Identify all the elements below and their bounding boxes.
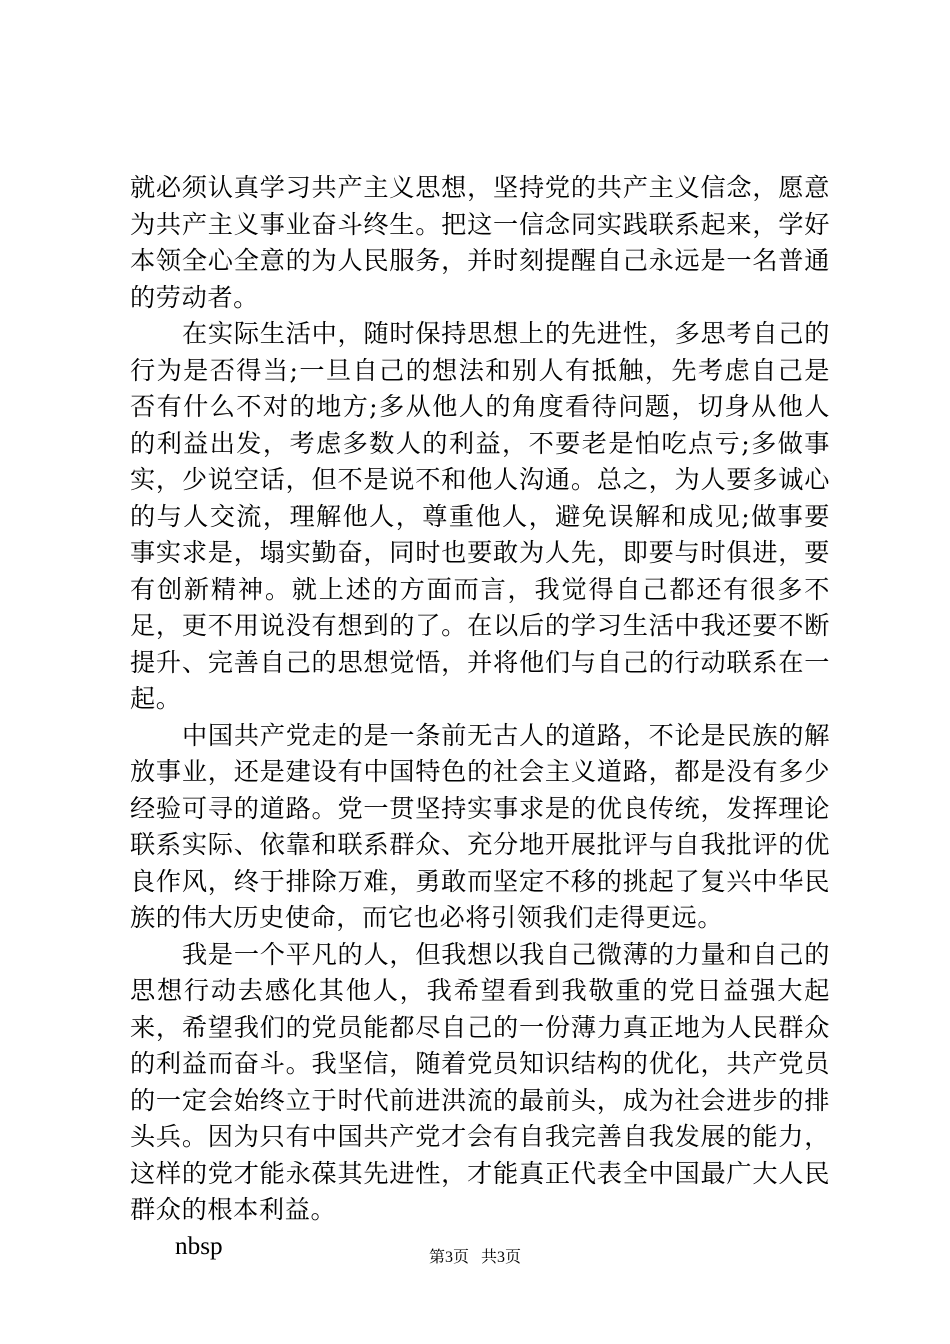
paragraph-4: 我是一个平凡的人，但我想以我自己微薄的力量和自己的思想行动去感化其他人，我希望看到我敬重的党日益强大起来，希望我们的党员能都尽自己的一份薄力真正地为人民群众的利益而奋斗。我坚信，随着党员知识结构的优化，共产党员的一定会始终立于时代前进洪流的最前头，成为社会进步的排头兵。因为只有中国共产党才会有自我完善自我发展的能力，这样的党才能永葆其先进性，才能真正代表全中国最广大人民群众的根本利益。 <box>130 939 830 1224</box>
page-number: 第3页 <box>428 1249 469 1266</box>
document-body <box>130 170 830 1265</box>
trailing-text: nbsp <box>175 1232 223 1260</box>
paragraph-2: 在实际生活中，随时保持思想上的先进性，多思考自己的行为是否得当;一旦自己的想法和别人有抵触，先考虑自己是否有什么不对的地方;多从他人的角度看待问题，切身从他人的利益出发，考虑多数人的利益，不要老是怕吃点亏;多做事实，少说空话，但不是说不和他人沟通。总之，为人要多诚心的与人交流，理解他人，尊重他人，避免误解和成见;做事要事实求是，塌实勤奋，同时也要敢为人先，即要与时俱进，要有创新精神。就上述的方面而言，我觉得自己都还有很多不足，更不用说没有想到的了。在以后的学习生活中我还要不断提升、完善自己的思想觉悟，并将他们与自己的行动联系在一起。 <box>130 319 830 713</box>
page-total: 共3页 <box>481 1249 522 1266</box>
paragraph-3: 中国共产党走的是一条前无古人的道路，不论是民族的解放事业，还是建设有中国特色的社会主义道路，都是没有多少经验可寻的道路。党一贯坚持实事求是的优良传统，发挥理论联系实际、依靠和联系群众、充分地开展批评与自我批评的优良作风，终于排除万难，勇敢而坚定不移的挑起了复兴中华民族的伟大历史使命，而它也必将引领我们走得更远。 <box>130 720 830 932</box>
page-footer <box>0 1244 950 1267</box>
paragraph-1: 就必须认真学习共产主义思想，坚持党的共产主义信念，愿意为共产主义事业奋斗终生。把这一信念同实践联系起来，学好本领全心全意的为人民服务，并时刻提醒自己永远是一名普通的劳动者。 <box>130 173 830 312</box>
